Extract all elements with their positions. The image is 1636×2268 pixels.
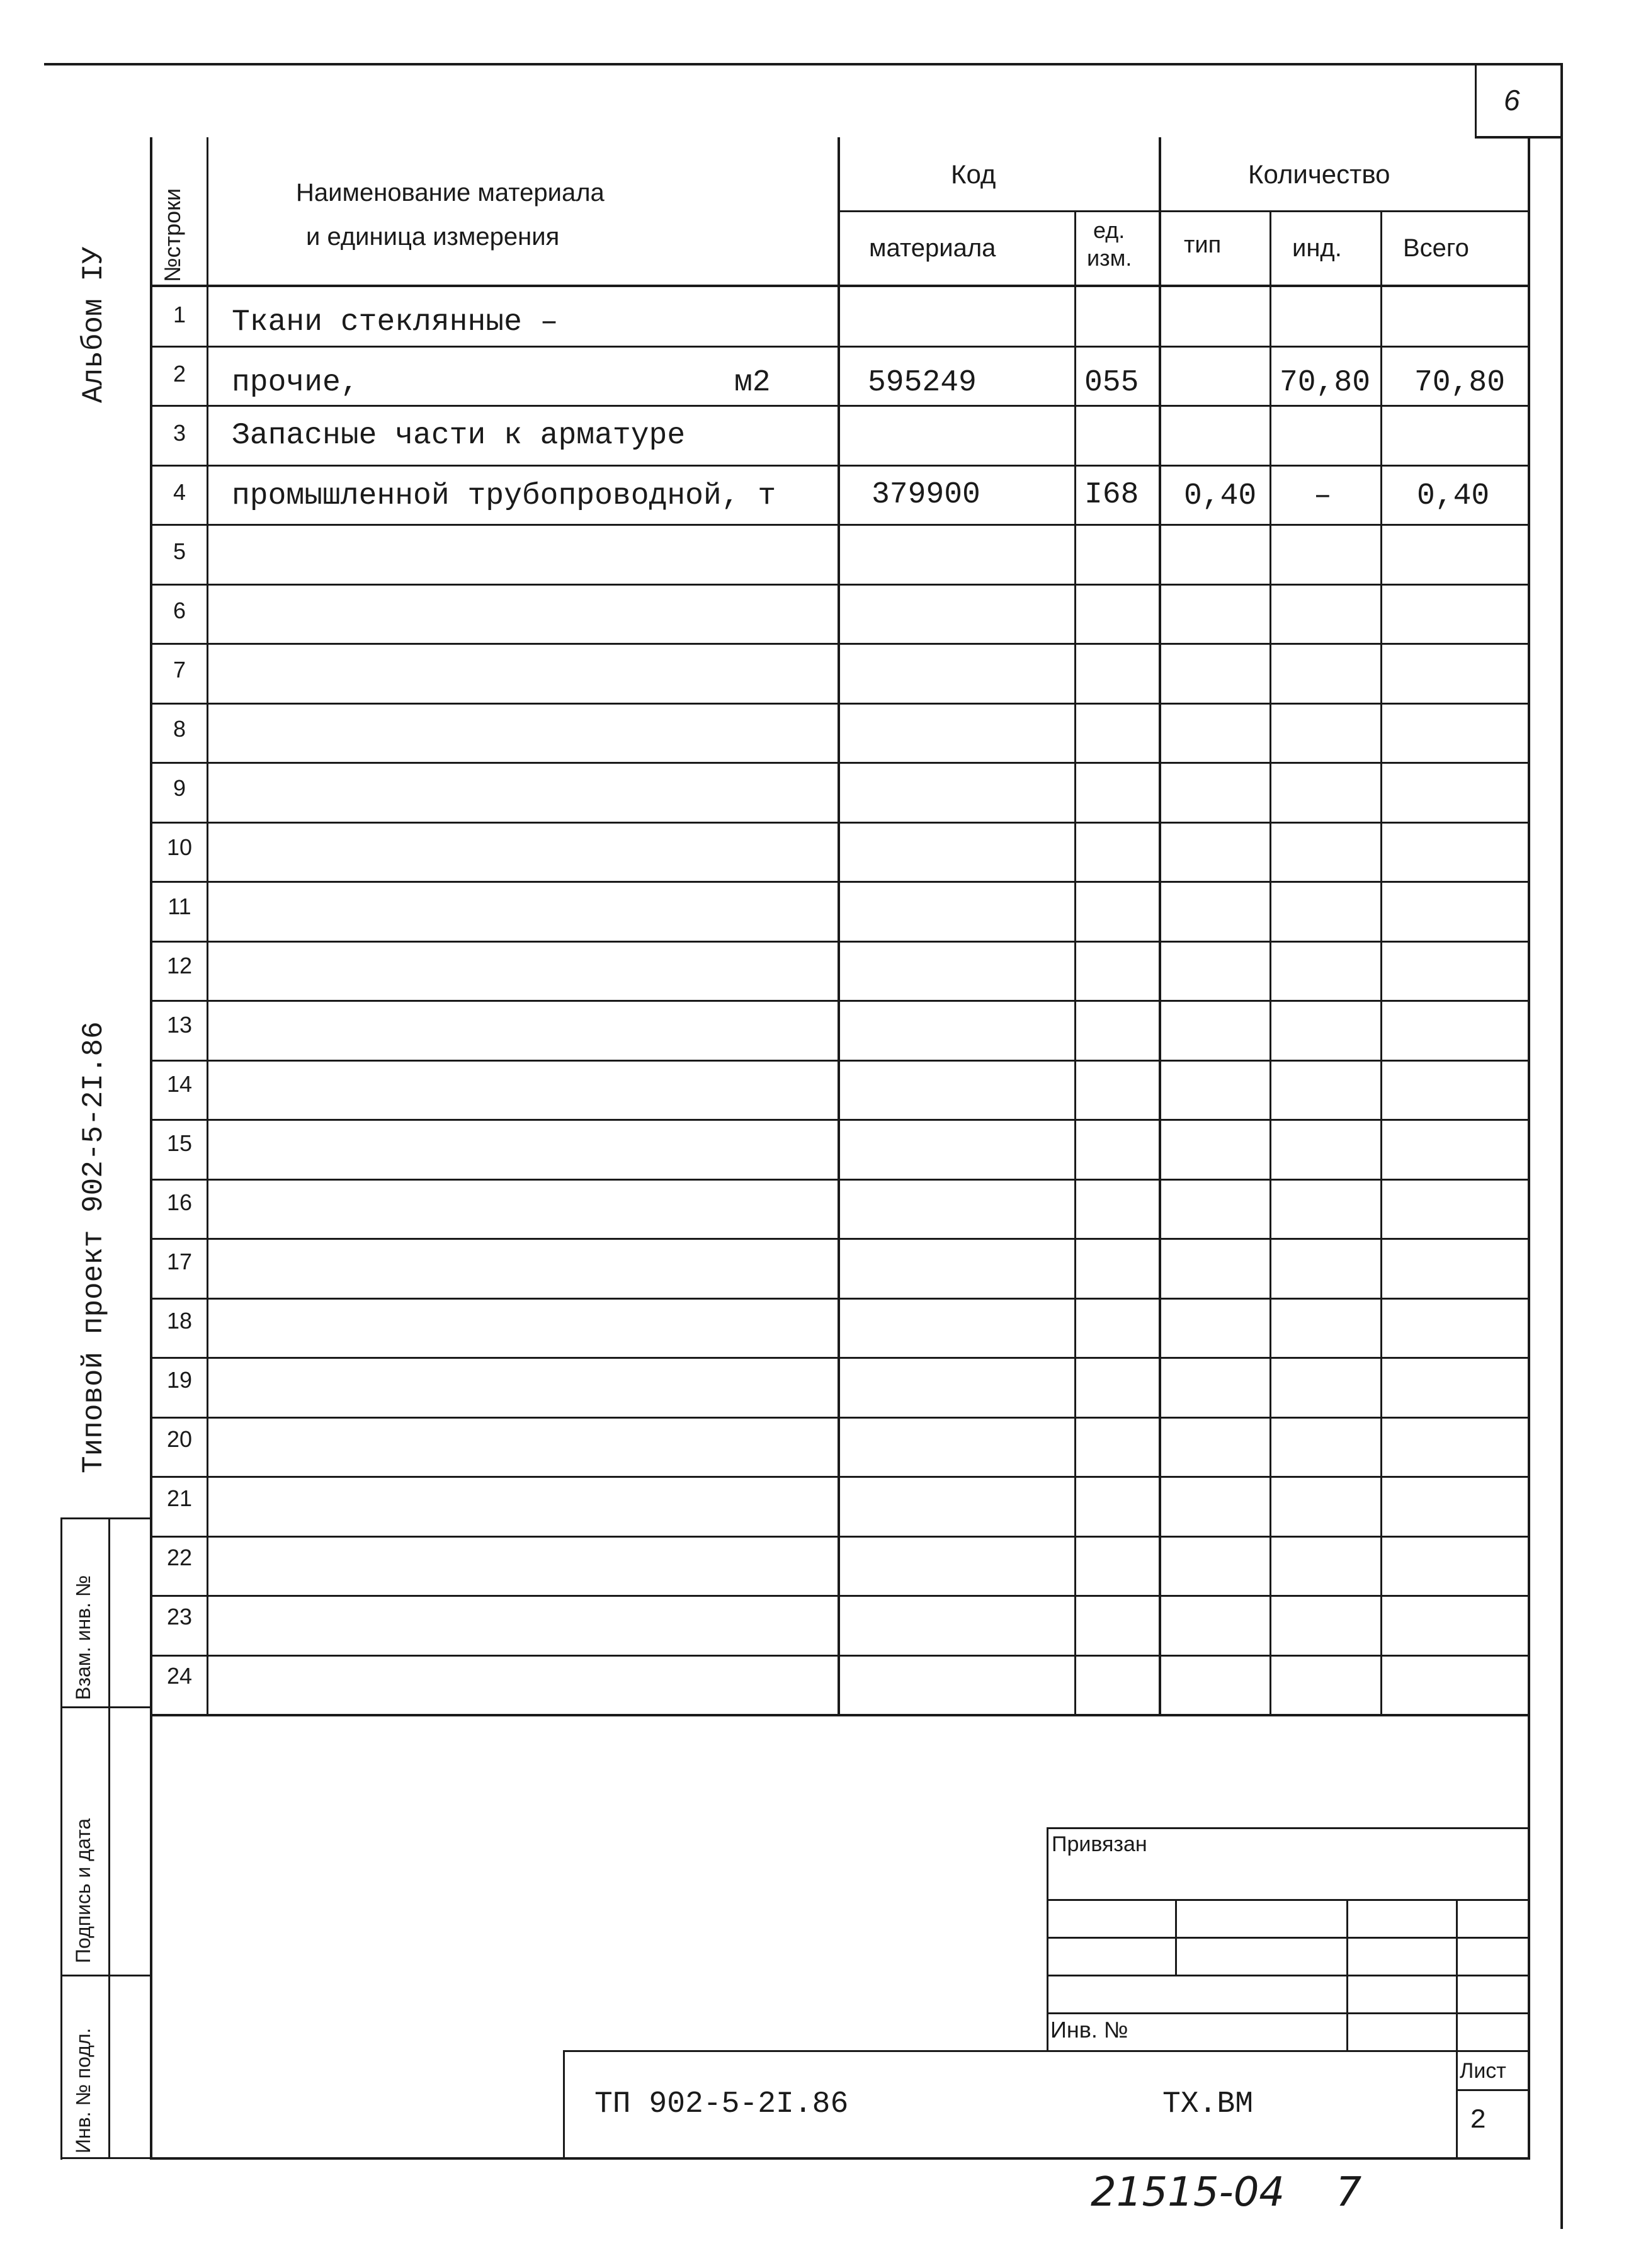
row-number: 2 xyxy=(173,361,186,387)
margin-outer-left xyxy=(60,1519,62,2160)
row-number: 19 xyxy=(166,1367,193,1393)
row2-total: 70,80 xyxy=(1414,366,1506,400)
row-separator-line xyxy=(150,643,1529,645)
row-number: 23 xyxy=(166,1604,193,1630)
corner-box-left xyxy=(1475,63,1477,137)
stamp-privyazan-top xyxy=(1047,1827,1529,1829)
stamp-vline-2 xyxy=(1346,1899,1348,2050)
row-number: 8 xyxy=(173,716,186,742)
margin-project-label: Типовой проект 902-5-2I.86 xyxy=(77,1021,110,1473)
margin-inner-divider xyxy=(108,1517,110,2158)
stamp-list-label: Лист xyxy=(1460,2059,1506,2083)
row1-name: Ткани стеклянные – xyxy=(232,305,559,339)
header-kod-material: материала xyxy=(869,234,996,262)
row-separator-line xyxy=(150,941,1529,943)
row4-ucode: I68 xyxy=(1084,478,1139,512)
stamp-inv-no: Инв. № xyxy=(1050,2017,1128,2043)
row-separator-line xyxy=(150,524,1529,526)
row2-unit: м2 xyxy=(734,366,771,400)
header-name-line1: Наименование материала xyxy=(296,179,605,207)
row-number: 20 xyxy=(166,1426,193,1452)
row2-name: прочие, xyxy=(232,366,359,400)
row-number: 11 xyxy=(168,893,191,919)
row-number: 16 xyxy=(166,1189,193,1215)
row4-total: 0,40 xyxy=(1417,479,1490,513)
table-bottom-line xyxy=(150,1714,1529,1716)
row-separator-line xyxy=(150,822,1529,824)
row2-code: 595249 xyxy=(868,366,977,400)
row-number: 13 xyxy=(166,1012,193,1038)
row-separator-line xyxy=(150,1417,1529,1419)
row-separator-line xyxy=(150,703,1529,705)
row-separator-line xyxy=(150,1179,1529,1181)
header-bottom-line xyxy=(150,285,1529,287)
row4-tip: 0,40 xyxy=(1184,479,1257,513)
row-number: 22 xyxy=(166,1545,193,1570)
row-number: 21 xyxy=(166,1485,193,1511)
row-number: 9 xyxy=(173,775,186,801)
row3-name: Запасные части к арматуре xyxy=(232,419,686,453)
row-separator-line xyxy=(150,1655,1529,1657)
row-separator-line xyxy=(150,465,1529,467)
row4-ind: – xyxy=(1314,479,1332,513)
stamp-main-top xyxy=(563,2050,1529,2052)
row-separator-line xyxy=(150,1238,1529,1240)
row4-name: промышленной трубопроводной, т xyxy=(232,479,776,513)
margin-album-label: Альбом IУ xyxy=(77,246,110,403)
row-number: 12 xyxy=(166,953,193,978)
row-separator-line xyxy=(150,762,1529,764)
stamp-doc-code: ТП 902-5-2I.86 xyxy=(594,2087,849,2121)
header-kod: Код xyxy=(951,159,996,189)
row-number: 18 xyxy=(166,1308,193,1334)
col-line-ind xyxy=(1380,210,1382,1715)
col-line-num xyxy=(207,137,208,1715)
stamp-privyazan-left xyxy=(1047,1827,1048,2051)
row-separator-line xyxy=(150,1595,1529,1597)
frame-bottom-line xyxy=(150,2157,1530,2160)
row-number: 14 xyxy=(166,1071,193,1097)
header-kod-unit-2: изм. xyxy=(1087,245,1132,271)
header-mid-line xyxy=(838,210,1529,212)
row2-ucode: 055 xyxy=(1084,366,1139,400)
margin-sep-4 xyxy=(60,2157,152,2159)
stamp-doc-mark: ТХ.ВМ xyxy=(1162,2087,1254,2121)
header-qty-tip: тип xyxy=(1184,232,1222,258)
outer-right-line xyxy=(1560,63,1563,2229)
row-number: 3 xyxy=(173,420,186,446)
col-line-unit xyxy=(1159,137,1161,1715)
corner-box-bottom xyxy=(1475,136,1563,139)
row-number: 15 xyxy=(166,1130,193,1156)
header-name-line2: и единица измерения xyxy=(306,223,560,251)
row-separator-line xyxy=(150,1536,1529,1538)
header-qty-ind: инд. xyxy=(1292,234,1342,262)
margin-vzam-inv: Взам. инв. № xyxy=(72,1575,94,1700)
margin-sep-2 xyxy=(60,1706,152,1708)
row-number: 1 xyxy=(173,302,186,327)
row-separator-line xyxy=(150,1357,1529,1359)
header-qty-total: Всего xyxy=(1403,234,1469,262)
header-kod-unit-1: ед. xyxy=(1093,217,1125,243)
row-number: 17 xyxy=(166,1249,193,1274)
row-number: 10 xyxy=(166,834,193,860)
frame-left-line xyxy=(150,137,152,2158)
top-rule-line xyxy=(44,63,1563,65)
stamp-vline-1 xyxy=(1175,1899,1177,1975)
row-number: 7 xyxy=(173,657,186,683)
row-separator-line xyxy=(150,881,1529,883)
margin-sep-3 xyxy=(60,1975,152,1976)
stamp-list-divider xyxy=(1456,2089,1529,2091)
row-separator-line xyxy=(150,1119,1529,1121)
col-line-right xyxy=(1528,137,1530,1715)
row-separator-line xyxy=(150,1298,1529,1300)
col-line-tip xyxy=(1270,210,1271,1715)
stamp-vline-3 xyxy=(1456,1899,1458,2157)
header-row-no: №строки xyxy=(159,188,185,282)
header-quantity: Количество xyxy=(1248,159,1390,189)
row-number: 24 xyxy=(166,1663,193,1689)
row2-ind: 70,80 xyxy=(1280,366,1371,400)
margin-podpis-data: Подпись и дата xyxy=(72,1818,94,1963)
row4-code: 379900 xyxy=(872,478,980,512)
col-line-code xyxy=(1074,210,1076,1715)
footer-handwritten-number: 21515-04 7 xyxy=(1091,2169,1362,2216)
row-number: 5 xyxy=(173,538,186,564)
margin-inv-podl: Инв. № подл. xyxy=(72,2027,94,2153)
row-separator-line xyxy=(150,1000,1529,1002)
row-separator-line xyxy=(150,1060,1529,1062)
row-number: 6 xyxy=(173,598,186,623)
stamp-main-left xyxy=(563,2050,565,2158)
row-separator-line xyxy=(150,405,1529,407)
sheet-corner-number: 6 xyxy=(1504,84,1520,116)
stamp-privyazan: Привязан xyxy=(1052,1832,1147,1856)
margin-sep-1 xyxy=(60,1517,152,1519)
stamp-list-number: 2 xyxy=(1470,2105,1487,2136)
row-number: 4 xyxy=(173,479,186,505)
col-line-name xyxy=(838,137,840,1715)
row-separator-line xyxy=(150,1476,1529,1478)
row-separator-line xyxy=(150,346,1529,348)
row-separator-line xyxy=(150,584,1529,586)
